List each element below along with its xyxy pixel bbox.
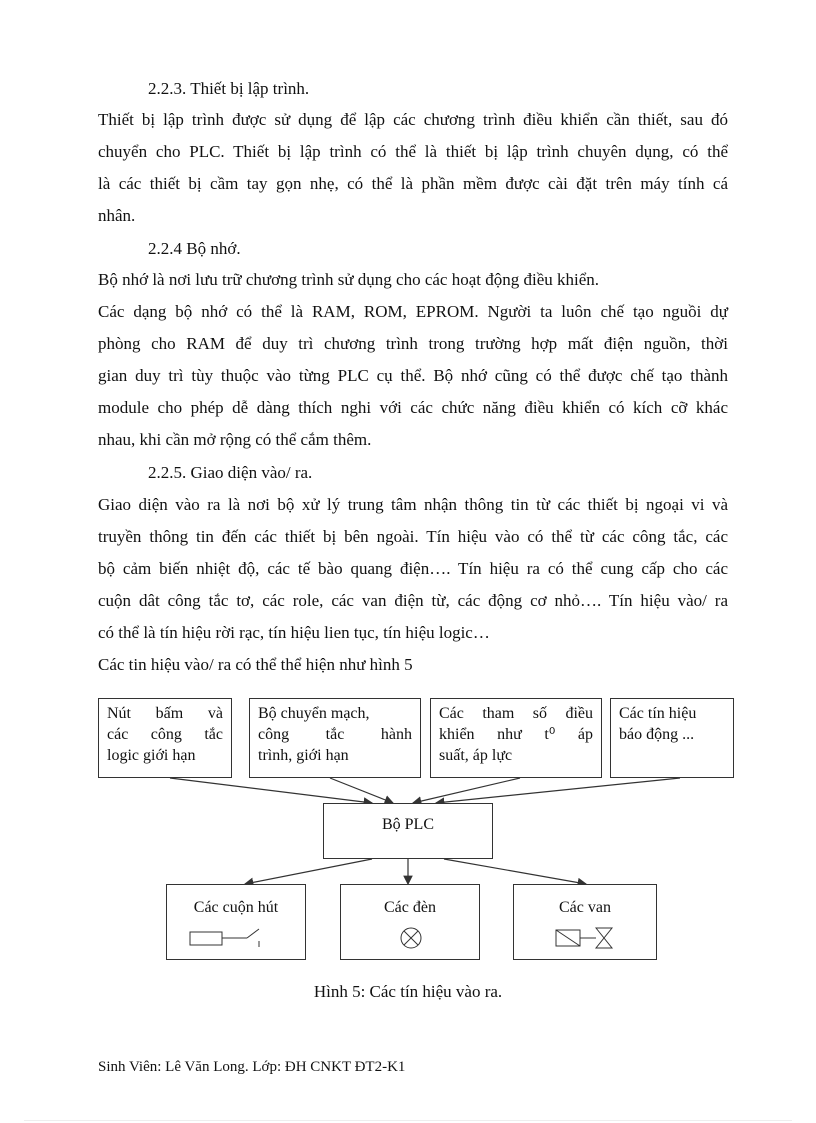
box-text: các công tắc: [107, 726, 223, 743]
input-box-alarms: [610, 698, 734, 778]
coil-contact-icon: [189, 927, 279, 949]
text-line: Các dạng bộ nhớ có thể là RAM, ROM, EPROM. Người ta luôn chế tạo nguồi dự: [98, 302, 728, 321]
box-text: Các cuộn hút: [193, 899, 279, 916]
heading-2-2-3: 2.2.3. Thiết bị lập trình.: [148, 79, 310, 98]
text-line: có thể là tín hiệu rời rạc, tín hiệu lien tục, tín hiệu logic…: [98, 623, 490, 642]
text-line: cuộn dât công tắc tơ, các role, các van điện từ, các động cơ nhỏ…. Tín hiệu vào/ ra: [98, 591, 728, 610]
box-text: công tắc hành: [258, 726, 412, 743]
input-box-buttons: [98, 698, 232, 778]
arrow-input-3: [413, 778, 520, 803]
arrow-output-3: [444, 859, 586, 884]
text-line: nhau, khi cần mở rộng có thể cắm thêm.: [98, 430, 372, 449]
solenoid-valve-icon: [554, 925, 624, 951]
box-text: Các tham số điều: [439, 705, 593, 722]
text-line: module cho phép dễ dàng thích nghi với các chức năng điều khiển có kích cỡ khác: [98, 398, 728, 417]
box-text: suất, áp lực: [439, 747, 513, 764]
input-box-switches: [249, 698, 421, 778]
text-line: truyền thông tin đến các thiết bị bên ngoài. Tín hiệu vào có thể từ các công tắc, các: [98, 527, 728, 546]
output-box-coils: [166, 884, 306, 960]
plc-box: [323, 803, 493, 859]
heading-2-2-5: 2.2.5. Giao diện vào/ ra.: [148, 463, 313, 482]
text-line: Giao diện vào ra là nơi bộ xử lý trung tâm nhận thông tin từ các thiết bị ngoại vi và: [98, 495, 728, 514]
arrow-output-1: [245, 859, 372, 884]
text-line: Các tin hiệu vào/ ra có thể thể hiện như hình 5: [98, 655, 413, 674]
box-text: Các van: [559, 899, 611, 916]
text-line: nhân.: [98, 206, 136, 225]
output-box-lamps: [340, 884, 480, 960]
text-line: gian duy trì tùy thuộc vào từng PLC cụ thể. Bộ nhớ cũng có thể được chế tạo thành: [98, 366, 728, 385]
footer-divider: [24, 1120, 792, 1121]
box-text: Bộ chuyển mạch,: [258, 705, 370, 722]
text-line: Thiết bị lập trình được sử dụng để lập các chương trình điều khiển cần thiết, sau đó: [98, 110, 728, 129]
box-text: Các tín hiệu: [619, 705, 697, 722]
text-line: là các thiết bị cầm tay gọn nhẹ, có thể là phần mềm được cài đặt trên máy tính cá: [98, 174, 728, 193]
box-text: Nút bấm và: [107, 705, 223, 722]
arrow-input-4: [436, 778, 680, 803]
box-text: trình, giới hạn: [258, 747, 349, 764]
box-text: báo động ...: [619, 726, 695, 743]
box-text: khiển như t⁰ áp: [439, 726, 593, 743]
text-line: bộ cảm biến nhiệt độ, các tế bào quang điện…. Tín hiệu ra có thể cung cấp cho các: [98, 559, 728, 578]
output-box-valves: [513, 884, 657, 960]
plc-label: Bộ PLC: [381, 816, 434, 833]
figure-caption: Hình 5: Các tín hiệu vào ra.: [313, 982, 503, 1001]
box-text: logic giới hạn: [107, 747, 196, 764]
arrow-input-1: [170, 778, 372, 803]
text-line: chuyển cho PLC. Thiết bị lập trình có thể là thiết bị lập trình chuyên dụng, có thể: [98, 142, 728, 161]
page-footer: Sinh Viên: Lê Văn Long. Lớp: ĐH CNKT ĐT2-K1: [98, 1059, 406, 1075]
text-line: Bộ nhớ là nơi lưu trữ chương trình sử dụng cho các hoạt động điều khiển.: [98, 270, 600, 289]
input-box-parameters: [430, 698, 602, 778]
box-text: Các đèn: [384, 899, 436, 916]
lamp-icon: [398, 925, 424, 951]
heading-2-2-4: 2.2.4 Bộ nhớ.: [148, 239, 241, 258]
text-line: phòng cho RAM để duy trì chương trình trong trường hợp mất điện nguồn, thời: [98, 334, 728, 353]
